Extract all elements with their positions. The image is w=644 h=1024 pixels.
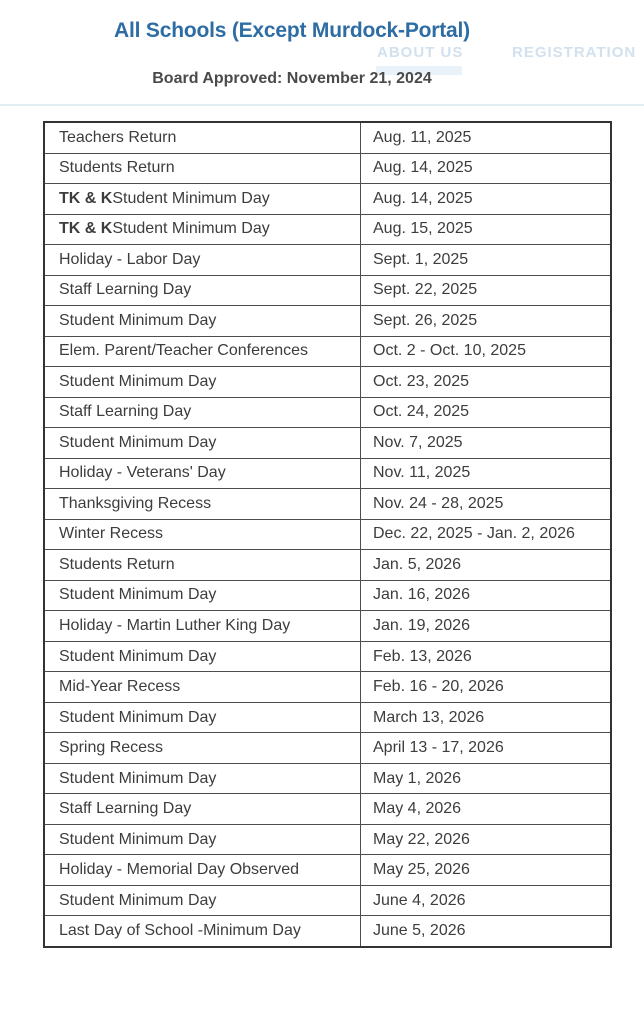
table-row	[45, 427, 610, 458]
event-cell	[45, 581, 360, 611]
event-label: Mid-Year Recess	[59, 678, 181, 696]
event-date: Jan. 16, 2026	[360, 581, 610, 611]
event-cell	[45, 703, 360, 733]
event-bold-prefix: TK & K	[59, 220, 113, 238]
event-date: Aug. 15, 2025	[360, 215, 610, 245]
event-label: Student Minimum Day	[112, 189, 270, 207]
table-row	[45, 275, 610, 306]
event-label: Holiday - Memorial Day Observed	[59, 861, 300, 879]
table-row	[45, 610, 610, 641]
event-cell	[45, 184, 360, 214]
table-row	[45, 702, 610, 733]
event-cell	[45, 428, 360, 458]
event-cell	[45, 611, 360, 641]
event-date: Sept. 26, 2025	[360, 306, 610, 336]
event-cell	[45, 916, 360, 946]
table-row	[45, 305, 610, 336]
table-row	[45, 366, 610, 397]
event-date: Sept. 22, 2025	[360, 276, 610, 306]
event-cell	[45, 154, 360, 184]
table-row	[45, 793, 610, 824]
event-date: Sept. 1, 2025	[360, 245, 610, 275]
event-label: Student Minimum Day	[59, 891, 217, 909]
event-date: Nov. 7, 2025	[360, 428, 610, 458]
page-title: All Schools (Except Murdock-Portal)	[114, 19, 470, 42]
event-cell	[45, 245, 360, 275]
event-date: May 1, 2026	[360, 764, 610, 794]
table-row	[45, 549, 610, 580]
event-cell	[45, 367, 360, 397]
event-cell	[45, 642, 360, 672]
event-label: Student Minimum Day	[59, 433, 217, 451]
table-row	[45, 183, 610, 214]
event-date: Aug. 14, 2025	[360, 184, 610, 214]
event-cell	[45, 733, 360, 763]
event-label: Students Return	[59, 555, 175, 573]
table-row	[45, 123, 610, 153]
board-approved-subtitle: Board Approved: November 21, 2024	[152, 70, 432, 87]
table-row	[45, 397, 610, 428]
table-row	[45, 854, 610, 885]
event-date: Feb. 13, 2026	[360, 642, 610, 672]
table-row	[45, 671, 610, 702]
event-cell	[45, 337, 360, 367]
event-label: Holiday - Veterans' Day	[59, 464, 226, 482]
event-cell	[45, 886, 360, 916]
event-label: Student Minimum Day	[59, 586, 217, 604]
event-label: Staff Learning Day	[59, 281, 192, 299]
event-cell	[45, 398, 360, 428]
event-date: Feb. 16 - 20, 2026	[360, 672, 610, 702]
header-separator-line	[0, 104, 644, 106]
table-row	[45, 519, 610, 550]
event-label: Spring Recess	[59, 739, 164, 757]
table-row	[45, 915, 610, 946]
event-date: Jan. 19, 2026	[360, 611, 610, 641]
event-label: Staff Learning Day	[59, 403, 192, 421]
event-label: Thanksgiving Recess	[59, 494, 212, 512]
event-label: Holiday - Martin Luther King Day	[59, 617, 291, 634]
event-cell	[45, 215, 360, 245]
event-date: June 5, 2026	[360, 916, 610, 946]
event-label: Winter Recess	[59, 525, 164, 543]
event-cell	[45, 520, 360, 550]
event-label: Student Minimum Day	[59, 372, 217, 390]
event-date: Aug. 11, 2025	[360, 123, 610, 153]
event-label: Last Day of School -Minimum Day	[59, 922, 301, 940]
event-label: Elem. Parent/Teacher Conferences	[59, 342, 309, 360]
event-label: Student Minimum Day	[59, 708, 217, 726]
event-date: Oct. 2 - Oct. 10, 2025	[360, 337, 610, 367]
event-label: Staff Learning Day	[59, 800, 192, 818]
event-cell	[45, 825, 360, 855]
event-date: Oct. 24, 2025	[360, 398, 610, 428]
event-label: Student Minimum Day	[59, 769, 217, 787]
calendar-table	[43, 121, 612, 948]
event-date: Nov. 24 - 28, 2025	[360, 489, 610, 519]
table-row	[45, 732, 610, 763]
event-cell	[45, 764, 360, 794]
event-date: Oct. 23, 2025	[360, 367, 610, 397]
event-date: March 13, 2026	[360, 703, 610, 733]
table-row	[45, 641, 610, 672]
event-date: May 4, 2026	[360, 794, 610, 824]
table-row	[45, 885, 610, 916]
event-date: June 4, 2026	[360, 886, 610, 916]
table-row	[45, 580, 610, 611]
event-cell	[45, 794, 360, 824]
event-cell	[45, 550, 360, 580]
event-cell	[45, 489, 360, 519]
event-date: May 25, 2026	[360, 855, 610, 885]
event-cell	[45, 123, 360, 153]
table-row	[45, 153, 610, 184]
event-date: Dec. 22, 2025 - Jan. 2, 2026	[360, 520, 610, 550]
table-row	[45, 244, 610, 275]
event-label: Holiday - Labor Day	[59, 250, 201, 268]
nav-item-registration[interactable]: REGISTRATION	[512, 44, 637, 61]
event-date: Nov. 11, 2025	[360, 459, 610, 489]
table-row	[45, 214, 610, 245]
table-row	[45, 824, 610, 855]
table-row	[45, 458, 610, 489]
event-cell	[45, 672, 360, 702]
event-cell	[45, 459, 360, 489]
event-date: Jan. 5, 2026	[360, 550, 610, 580]
event-cell	[45, 855, 360, 885]
event-bold-prefix: TK & K	[59, 189, 113, 207]
event-cell	[45, 276, 360, 306]
event-label: Student Minimum Day	[59, 311, 217, 329]
table-row	[45, 336, 610, 367]
table-row	[45, 488, 610, 519]
nav-item-about-us[interactable]: ABOUT US	[377, 44, 464, 61]
event-label: Student Minimum Day	[59, 647, 217, 665]
event-cell	[45, 306, 360, 336]
event-date: April 13 - 17, 2026	[360, 733, 610, 763]
event-label: Teachers Return	[59, 128, 177, 146]
event-date: Aug. 14, 2025	[360, 154, 610, 184]
event-date: May 22, 2026	[360, 825, 610, 855]
event-label: Student Minimum Day	[112, 220, 270, 238]
event-label: Students Return	[59, 159, 175, 177]
event-label: Student Minimum Day	[59, 830, 217, 848]
table-row	[45, 763, 610, 794]
